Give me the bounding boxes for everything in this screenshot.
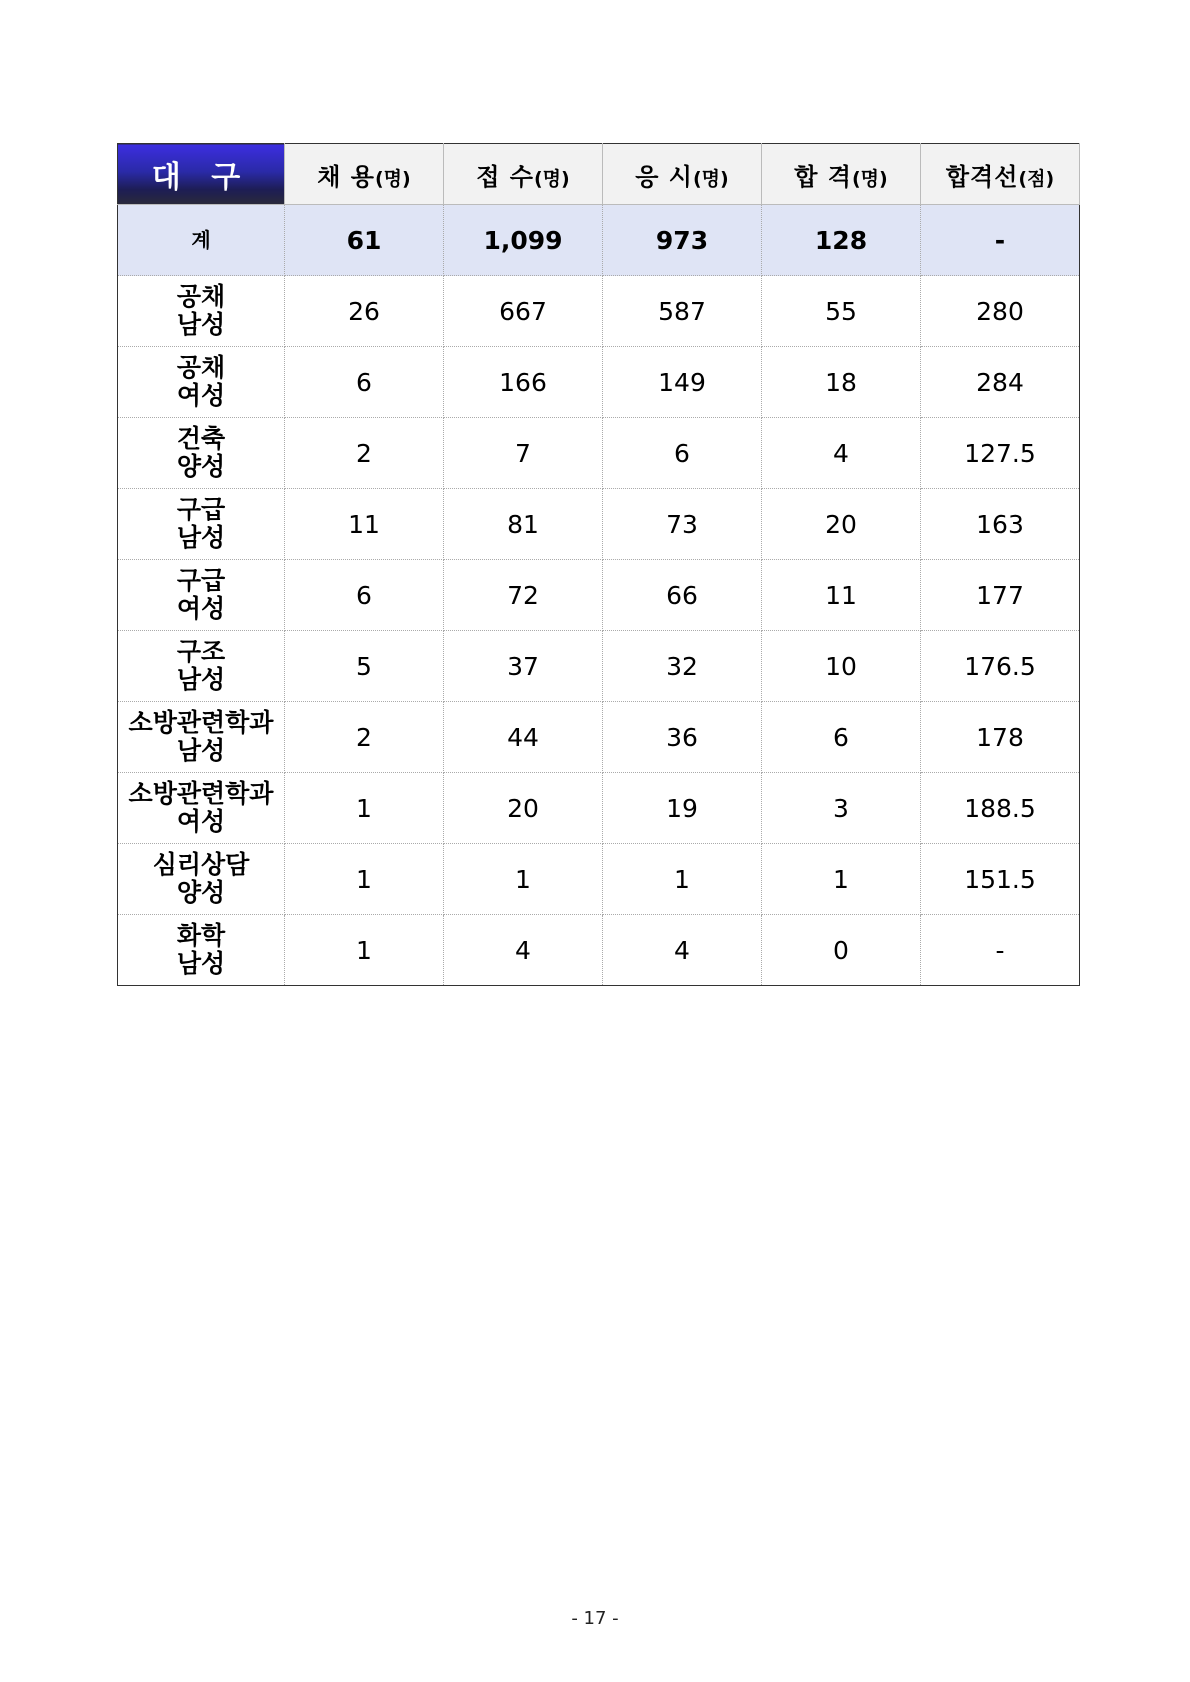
header-tested-label: 응 시 xyxy=(635,162,693,191)
cell-cutoff: 188.5 xyxy=(921,773,1080,844)
row-label-gender: 양성 xyxy=(176,878,226,907)
header-hired-unit: (명) xyxy=(375,167,411,190)
recruitment-table-container xyxy=(117,143,1080,986)
cell-tested: 1 xyxy=(603,844,762,915)
table-row xyxy=(118,773,1080,844)
cell-tested: 587 xyxy=(603,276,762,347)
header-applied xyxy=(444,144,603,205)
row-label-category: 구급 xyxy=(176,495,226,524)
header-applied-unit: (명) xyxy=(534,167,570,190)
header-hired-label: 채 용 xyxy=(317,162,375,191)
cell-hired: 6 xyxy=(285,560,444,631)
row-label xyxy=(118,347,285,418)
table-row xyxy=(118,631,1080,702)
cell-hired: 5 xyxy=(285,631,444,702)
cell-hired: 11 xyxy=(285,489,444,560)
table-row xyxy=(118,702,1080,773)
row-label-category: 구급 xyxy=(176,566,226,595)
total-cutoff: - xyxy=(921,205,1080,276)
row-label-gender: 남성 xyxy=(176,665,226,694)
table-row xyxy=(118,489,1080,560)
cell-applied: 667 xyxy=(444,276,603,347)
header-region-label: 대 구 xyxy=(151,160,251,195)
cell-passed: 20 xyxy=(762,489,921,560)
total-passed: 128 xyxy=(762,205,921,276)
header-cutoff xyxy=(921,144,1080,205)
cell-cutoff: 127.5 xyxy=(921,418,1080,489)
cell-passed: 11 xyxy=(762,560,921,631)
header-hired xyxy=(285,144,444,205)
cell-cutoff: 280 xyxy=(921,276,1080,347)
cell-cutoff: 176.5 xyxy=(921,631,1080,702)
total-row xyxy=(118,205,1080,276)
row-label xyxy=(118,276,285,347)
header-passed xyxy=(762,144,921,205)
table-row xyxy=(118,915,1080,986)
row-label xyxy=(118,631,285,702)
table-row xyxy=(118,276,1080,347)
row-label-gender: 여성 xyxy=(176,594,226,623)
cell-cutoff: - xyxy=(921,915,1080,986)
cell-applied: 72 xyxy=(444,560,603,631)
cell-applied: 1 xyxy=(444,844,603,915)
row-label-category: 구조 xyxy=(176,637,226,666)
row-label-category: 심리상담 xyxy=(152,850,250,879)
header-cutoff-unit: (점) xyxy=(1018,167,1055,190)
table-row xyxy=(118,418,1080,489)
row-label-category: 소방관련학과 xyxy=(128,708,274,737)
row-label-gender: 남성 xyxy=(176,949,226,978)
recruitment-table xyxy=(117,143,1080,986)
cell-hired: 6 xyxy=(285,347,444,418)
row-label-category: 화학 xyxy=(176,921,226,950)
header-passed-label: 합 격 xyxy=(794,162,852,191)
table-row xyxy=(118,560,1080,631)
row-label xyxy=(118,418,285,489)
cell-tested: 66 xyxy=(603,560,762,631)
row-label-gender: 여성 xyxy=(176,807,226,836)
row-label-gender: 양성 xyxy=(176,452,226,481)
row-label-gender: 남성 xyxy=(176,310,226,339)
cell-passed: 1 xyxy=(762,844,921,915)
header-region xyxy=(118,144,285,205)
cell-cutoff: 151.5 xyxy=(921,844,1080,915)
row-label xyxy=(118,702,285,773)
row-label-category: 건축 xyxy=(176,424,226,453)
cell-tested: 73 xyxy=(603,489,762,560)
cell-passed: 3 xyxy=(762,773,921,844)
cell-applied: 7 xyxy=(444,418,603,489)
row-label-category: 소방관련학과 xyxy=(128,779,274,808)
cell-hired: 26 xyxy=(285,276,444,347)
total-applied: 1,099 xyxy=(444,205,603,276)
cell-hired: 2 xyxy=(285,418,444,489)
total-tested: 973 xyxy=(603,205,762,276)
header-row xyxy=(118,144,1080,205)
cell-applied: 37 xyxy=(444,631,603,702)
total-hired: 61 xyxy=(285,205,444,276)
cell-hired: 2 xyxy=(285,702,444,773)
cell-tested: 6 xyxy=(603,418,762,489)
cell-tested: 4 xyxy=(603,915,762,986)
row-label-category: 공채 xyxy=(176,353,226,382)
cell-applied: 4 xyxy=(444,915,603,986)
cell-passed: 4 xyxy=(762,418,921,489)
cell-hired: 1 xyxy=(285,773,444,844)
row-label xyxy=(118,560,285,631)
row-label-gender: 남성 xyxy=(176,523,226,552)
row-label-category: 공채 xyxy=(176,282,226,311)
cell-passed: 6 xyxy=(762,702,921,773)
cell-applied: 20 xyxy=(444,773,603,844)
cell-passed: 55 xyxy=(762,276,921,347)
row-label xyxy=(118,489,285,560)
cell-cutoff: 163 xyxy=(921,489,1080,560)
cell-applied: 44 xyxy=(444,702,603,773)
row-label xyxy=(118,915,285,986)
cell-applied: 81 xyxy=(444,489,603,560)
cell-passed: 10 xyxy=(762,631,921,702)
row-label-gender: 남성 xyxy=(176,736,226,765)
header-passed-unit: (명) xyxy=(852,167,888,190)
header-applied-label: 접 수 xyxy=(476,162,534,191)
row-label xyxy=(118,844,285,915)
header-tested xyxy=(603,144,762,205)
cell-passed: 0 xyxy=(762,915,921,986)
cell-hired: 1 xyxy=(285,844,444,915)
header-tested-unit: (명) xyxy=(693,167,729,190)
table-row xyxy=(118,844,1080,915)
cell-tested: 36 xyxy=(603,702,762,773)
row-label xyxy=(118,773,285,844)
row-label-gender: 여성 xyxy=(176,381,226,410)
total-label: 계 xyxy=(118,205,285,276)
cell-applied: 166 xyxy=(444,347,603,418)
header-cutoff-label: 합격선 xyxy=(945,162,1019,191)
cell-cutoff: 177 xyxy=(921,560,1080,631)
cell-passed: 18 xyxy=(762,347,921,418)
cell-cutoff: 178 xyxy=(921,702,1080,773)
table-row xyxy=(118,347,1080,418)
cell-tested: 149 xyxy=(603,347,762,418)
cell-tested: 19 xyxy=(603,773,762,844)
cell-hired: 1 xyxy=(285,915,444,986)
cell-cutoff: 284 xyxy=(921,347,1080,418)
page-number: - 17 - xyxy=(571,1608,619,1629)
cell-tested: 32 xyxy=(603,631,762,702)
